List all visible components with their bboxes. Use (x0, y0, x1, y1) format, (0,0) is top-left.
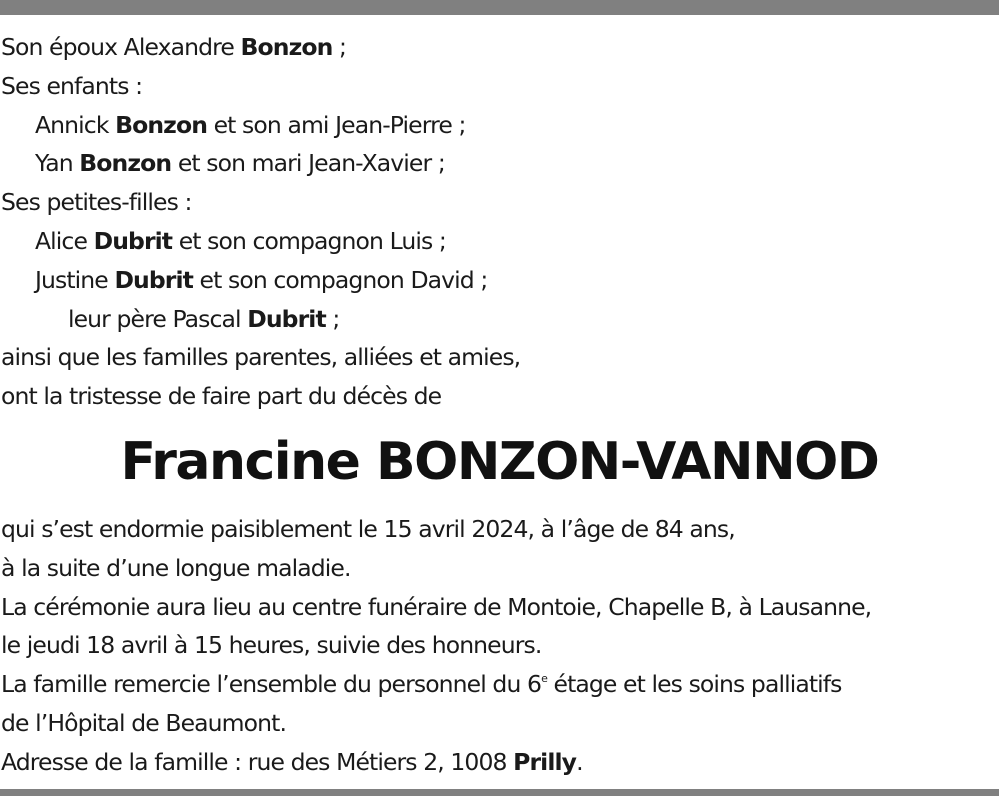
address-line: Adresse de la famille : rue des Métiers 2, 1008 Prilly. (1, 747, 583, 776)
death-details-line: qui s’est endormie paisiblement le 15 avril 2024, à l’âge de 84 ans, (1, 515, 735, 543)
child-line: Annick Bonzon et son ami Jean-Pierre ; (35, 110, 466, 139)
announcement-line: ont la tristesse de faire part du décès de (1, 382, 442, 411)
child-line: Yan Bonzon et son mari Jean-Xavier ; (35, 149, 445, 178)
family-list (1, 28, 997, 416)
ordinal-superscript: e (541, 672, 547, 686)
children-heading: Ses enfants : (1, 71, 143, 100)
cause-line: à la suite d’une longue maladie. (1, 553, 351, 582)
father-line: leur père Pascal Dubrit ; (68, 304, 340, 333)
grandchild-line: Alice Dubrit et son compagnon Luis ; (35, 226, 446, 255)
grandchild-line: Justine Dubrit et son compagnon David ; (35, 265, 488, 294)
hospital-line: de l’Hôpital de Beaumont. (1, 708, 287, 737)
ceremony-time-line: le jeudi 18 avril à 15 heures, suivie des honneurs. (1, 631, 542, 660)
grandchildren-heading: Ses petites-filles : (1, 188, 192, 217)
ceremony-line: La cérémonie aura lieu au centre funéraire de Montoie, Chapelle B, à Lausanne, (1, 592, 872, 621)
deceased-name: Francine BONZON-VANNOD (120, 432, 879, 492)
spouse-line: Son époux Alexandre Bonzon ; (1, 33, 347, 61)
details (1, 510, 999, 782)
thanks-line: La famille remercie l’ensemble du personnel du 6e étage et les soins palliatifs (1, 670, 842, 699)
bottom-rule (0, 789, 999, 796)
relatives-line: ainsi que les familles parentes, alliées et amies, (1, 343, 521, 372)
top-rule (0, 0, 999, 15)
